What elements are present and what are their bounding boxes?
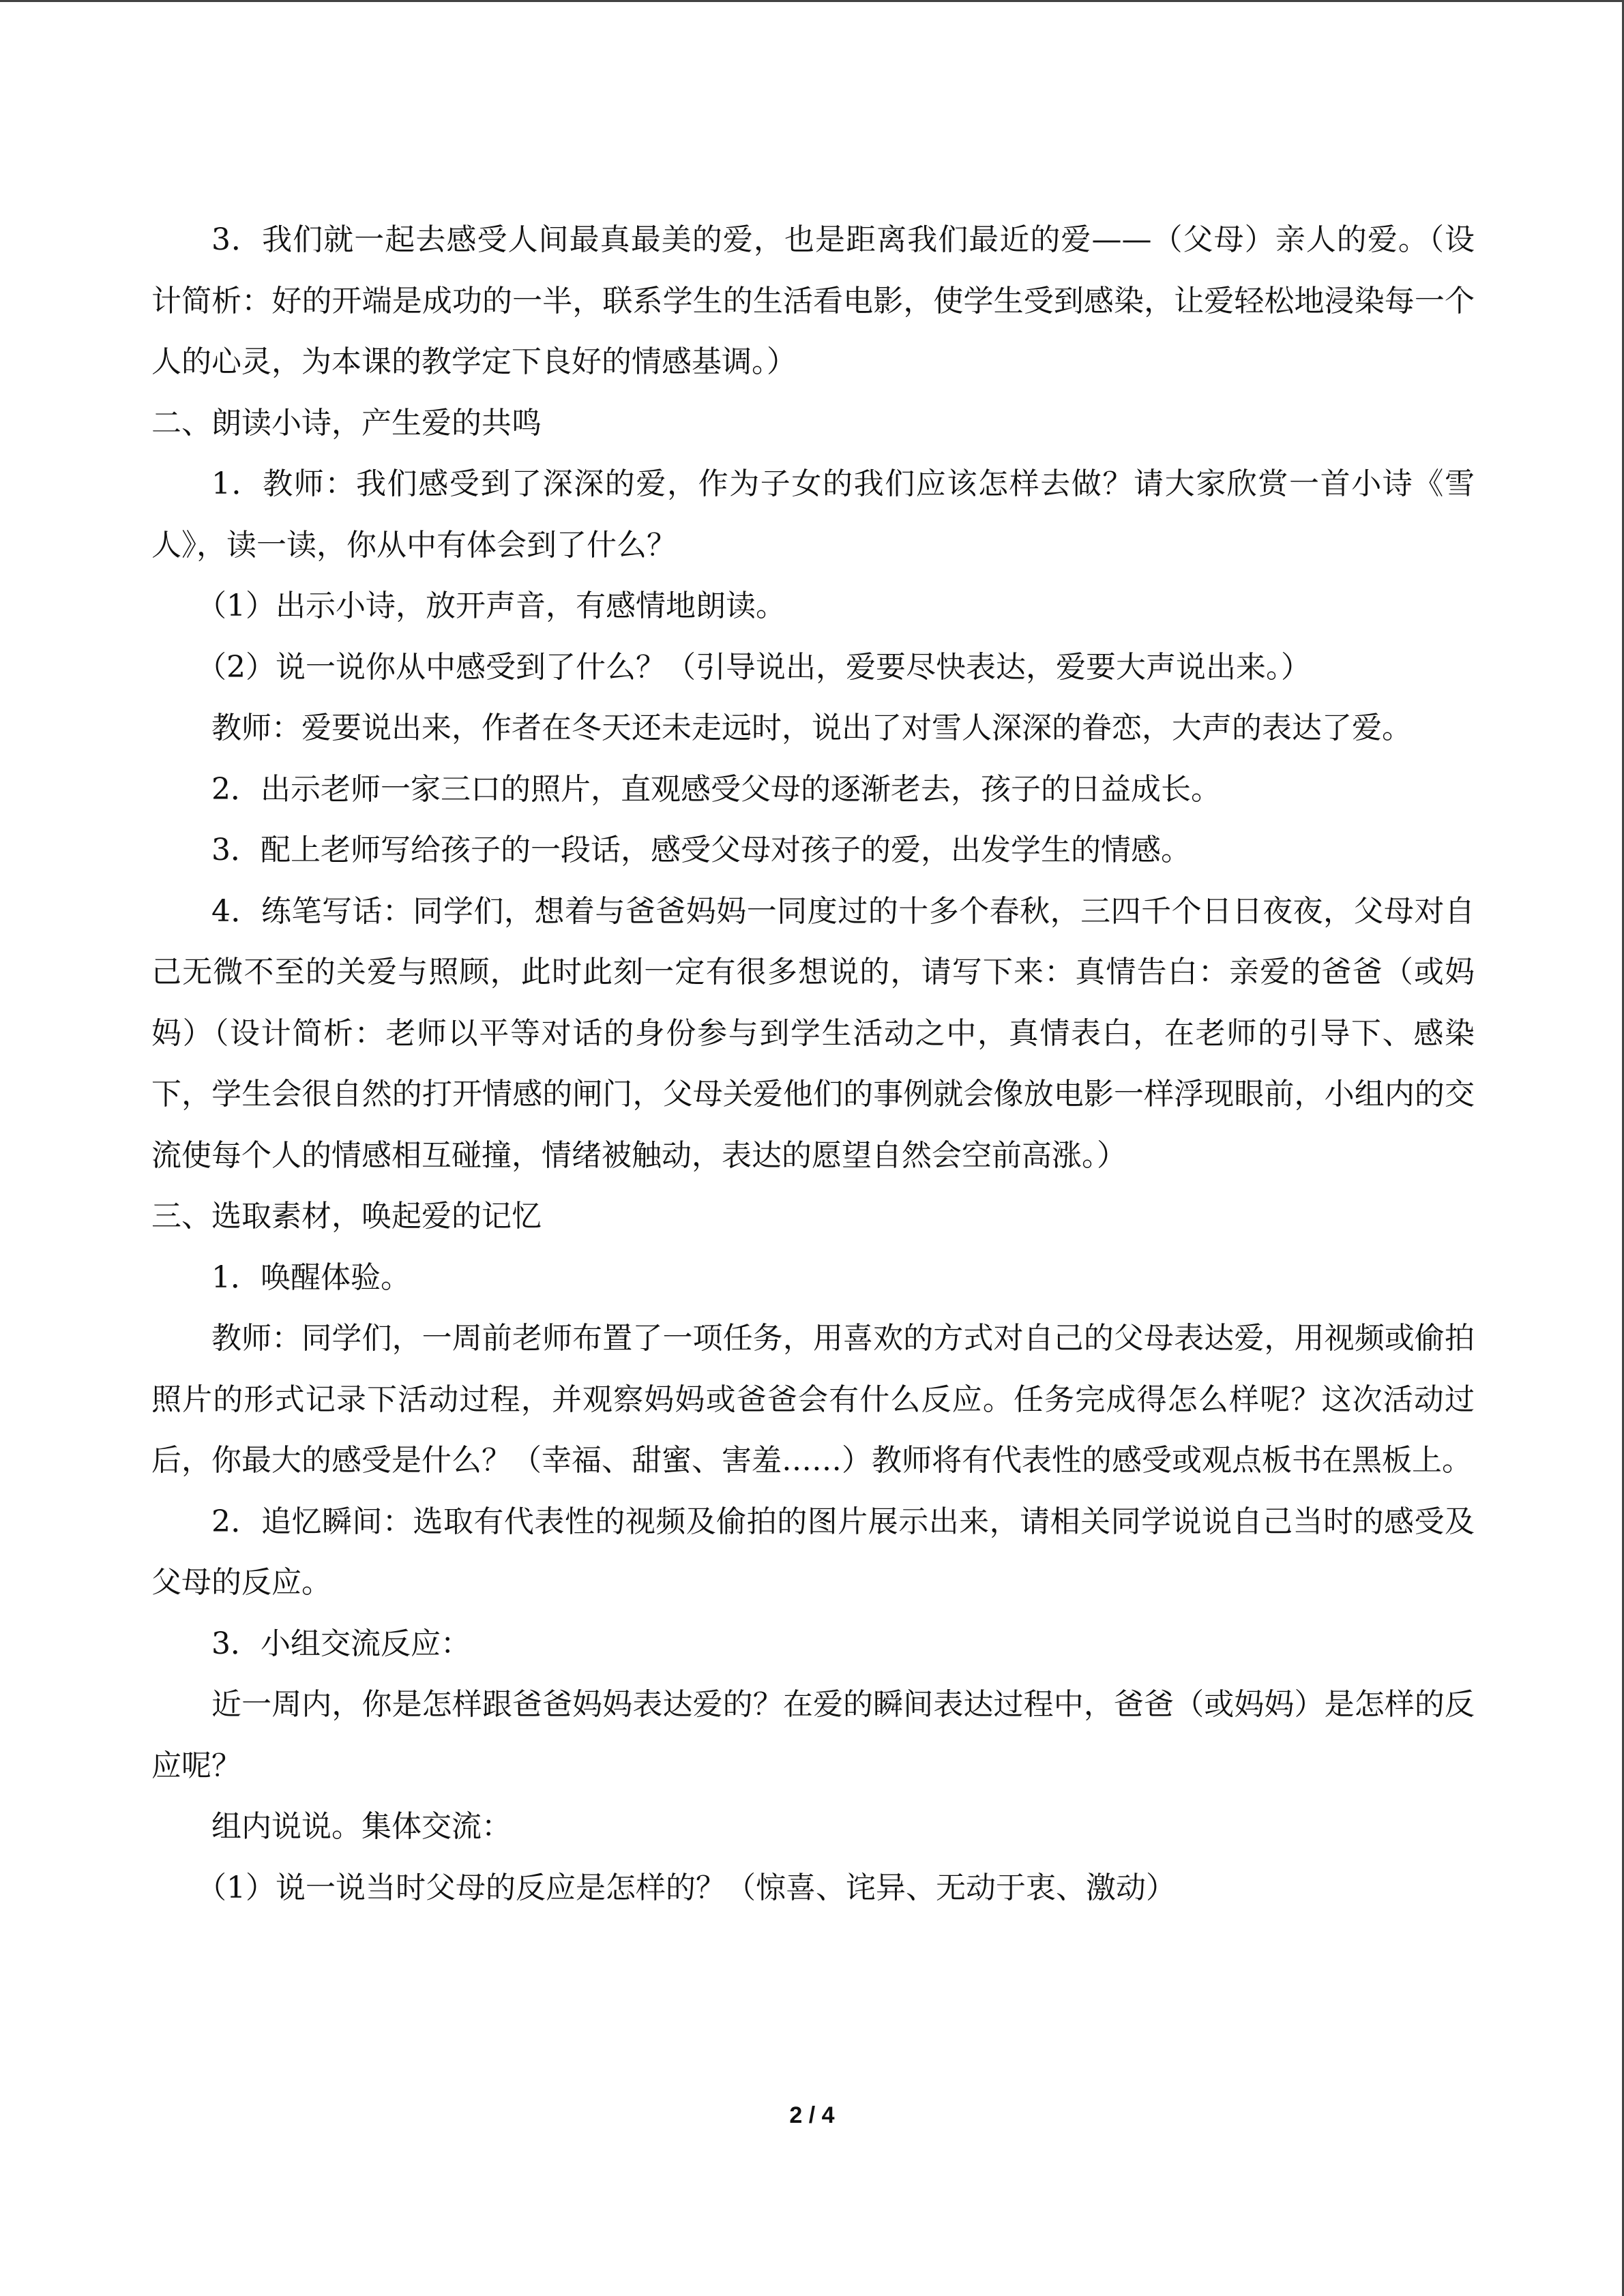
- page-number: 2 / 4: [789, 2102, 835, 2128]
- paragraph-16: 组内说说。集体交流：: [211, 1809, 512, 1844]
- section-heading-2: 二、朗读小诗，产生爱的共鸣: [151, 405, 542, 441]
- document-body: [151, 209, 1475, 1918]
- paragraph-9: 4．练笔写话：同学们，想着与爸爸妈妈一同度过的十多个春秋，三四千个日日夜夜，父母对自己无微不至的关爱与照顾，此时此刻一定有很多想说的，请写下来：真情告白：亲爱的爸爸（或妈妈）（设计简析：老师以平等对话的身份参与到学生活动之中，真情表白，在老师的引导下、感染下，学生会很自然的打开情感的闸门，父母关爱他们的事例就会像放电影一样浮现眼前，小组内的交流使每个人的情感相互碰撞，情绪被触动，表达的愿望自然会空前高涨。）: [151, 893, 1475, 1173]
- paragraph-13: 2．追忆瞬间：选取有代表性的视频及偷拍的图片展示出来，请相关同学说说自己当时的感受及父母的反应。: [151, 1504, 1475, 1600]
- paragraph-7: 2．出示老师一家三口的照片，直观感受父母的逐渐老去，孩子的日益成长。: [211, 771, 1221, 807]
- paragraph-12: 教师：同学们，一周前老师布置了一项任务，用喜欢的方式对自己的父母表达爱，用视频或偷拍照片的形式记录下活动过程，并观察妈妈或爸爸会有什么反应。任务完成得怎么样呢？这次活动过后，你最大的感受是什么？（幸福、甜蜜、害羞……）教师将有代表性的感受或观点板书在黑板上。: [151, 1321, 1475, 1478]
- paragraph-11: 1．唤醒体验。: [211, 1259, 411, 1295]
- paragraph-6: 教师：爱要说出来，作者在冬天还未走远时，说出了对雪人深深的眷恋，大声的表达了爱。: [211, 711, 1412, 745]
- paragraph-14: 3．小组交流反应：: [211, 1626, 471, 1661]
- paragraph-15: 近一周内，你是怎样跟爸爸妈妈表达爱的？在爱的瞬间表达过程中，爸爸（或妈妈）是怎样的反应呢？: [151, 1687, 1475, 1783]
- paragraph-4: （1）出示小诗，放开声音，有感情地朗读。: [196, 588, 786, 623]
- section-heading-3: 三、选取素材，唤起爱的记忆: [151, 1199, 542, 1234]
- paragraph-3: 1．教师：我们感受到了深深的爱，作为子女的我们应该怎样去做？请大家欣赏一首小诗《雪人》，读一读，你从中有体会到了什么？: [151, 466, 1475, 563]
- paragraph-1: 3．我们就一起去感受人间最真最美的爱，也是距离我们最近的爱——（父母）亲人的爱。（设计简析：好的开端是成功的一半，联系学生的生活看电影，使学生受到感染，让爱轻松地浸染每一个人的心灵，为本课的教学定下良好的情感基调。）: [151, 222, 1475, 379]
- paragraph-5: （2）说一说你从中感受到了什么？（引导说出，爱要尽快表达，爱要大声说出来。）: [196, 649, 1311, 685]
- paragraph-8: 3．配上老师写给孩子的一段话，感受父母对孩子的爱，出发学生的情感。: [211, 833, 1191, 867]
- paragraph-17: （1）说一说当时父母的反应是怎样的？（惊喜、诧异、无动于衷、激动）: [196, 1870, 1176, 1905]
